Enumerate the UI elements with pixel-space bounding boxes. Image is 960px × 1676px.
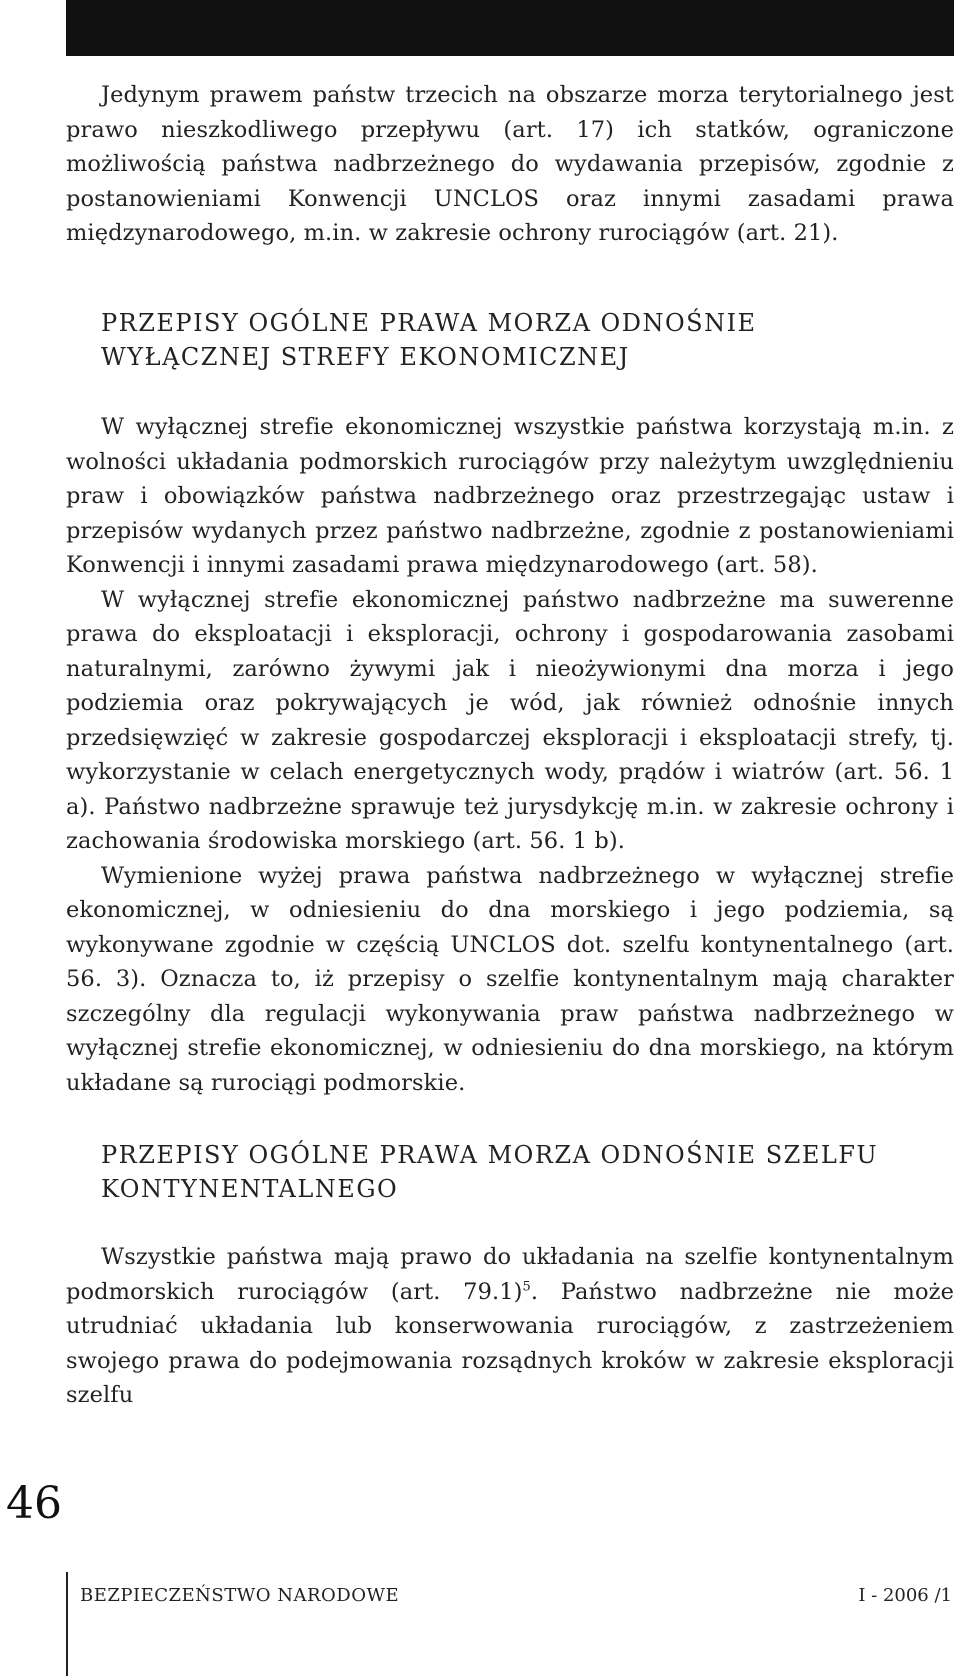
paragraph-eez-seabed: Wymienione wyżej prawa państwa nadbrzeżnego w wyłącznej strefie ekonomicznej, w odniesieniu do dna morskiego i jego podziemia, są wykonywane zgodnie w częścią UNCLOS dot. szelfu kontynentalnego (art. 56. 3). Oznacza to, iż przepisy o szelfie kontynentalnym mają charakter szczególny dla regulacji wykonywania praw państwa nadbrzeżnego w wyłącznej strefie ekonomicznej, w odniesieniu do dna morskiego, na którym układane są rurociągi podmorskie. [66, 862, 954, 1096]
paragraph-shelf-text-a: Wszystkie państwa mają prawo do układania na szelfie kontynentalnym podmorskich rurociągów (art. 79.1) [66, 1244, 954, 1305]
section-territorial-sea [66, 78, 954, 251]
section-shelf-body [66, 1240, 954, 1413]
footer-journal-title: BEZPIECZEŃSTWO NARODOWE [80, 1585, 400, 1606]
paragraph-shelf-pipelines [66, 1240, 954, 1413]
section-heading-eez [66, 306, 954, 374]
heading-shelf-line-1: PRZEPISY OGÓLNE PRAWA MORZA ODNOŚNIE SZELFU [101, 1141, 879, 1169]
footer-issue: I - 2006 /1 [858, 1585, 952, 1606]
heading-eez-line-2: WYŁĄCZNEJ STREFY EKONOMICZNEJ [101, 343, 630, 371]
page-number: 46 [6, 1478, 62, 1529]
header-bar [66, 0, 954, 56]
heading-eez [66, 306, 954, 374]
paragraph-eez-freedom: W wyłącznej strefie ekonomicznej wszystkie państwa korzystają m.in. z wolności układania podmorskich rurociągów przy należytym uwzględnieniu praw i obowiązków państwa nadbrzeżnego oraz przestrzegając ustaw i przepisów wydanych przez państwo nadbrzeżne, zgodnie z postanowieniami Konwencji i innymi zasadami prawa międzynarodowego (art. 58). [66, 414, 954, 578]
heading-continental-shelf [66, 1138, 954, 1206]
paragraph-innocent-passage: Jedynym prawem państw trzecich na obszarze morza terytorialnego jest prawo nieszkodliwego przepływu (art. 17) ich statków, ograniczone możliwością państwa nadbrzeżnego do wydawania przepisów, zgodnie z postanowieniami Konwencji UNCLOS oraz innymi zasadami prawa międzynarodowego, m.in. w zakresie ochrony rurociągów (art. 21). [66, 82, 954, 246]
heading-eez-line-1: PRZEPISY OGÓLNE PRAWA MORZA ODNOŚNIE [101, 309, 757, 337]
section-eez-body [66, 410, 954, 1100]
paragraph-eez-sovereign-rights: W wyłącznej strefie ekonomicznej państwo nadbrzeżne ma suwerenne prawa do eksploatacji i eksploracji, ochrony i gospodarowania zasobami naturalnymi, zarówno żywymi jak i nieożywionymi dna morza i jego podziemia oraz pokrywających je wód, jak również odnośnie innych przedsięwzięć w zakresie gospodarczej eksploracji i eksploatacji strefy, tj. wykorzystanie w celach energetycznych wody, prądów i wiatrów (art. 56. 1 a). Państwo nadbrzeżne sprawuje też jurysdykcję m.in. w zakresie ochrony i zachowania środowiska morskiego (art. 56. 1 b). [66, 586, 954, 854]
paragraph-shelf-text-b: . Państwo nadbrzeżne nie może utrudniać układania lub konserwowania rurociągów, z zastrzeżeniem swojego prawa do podejmowania rozsądnych kroków w zakresie eksploracji szelfu [66, 1278, 954, 1408]
section-heading-shelf [66, 1138, 954, 1206]
footer-rule [66, 1572, 68, 1676]
footnote-marker: 5 [522, 1279, 531, 1294]
heading-shelf-line-2: KONTYNENTALNEGO [101, 1175, 399, 1203]
